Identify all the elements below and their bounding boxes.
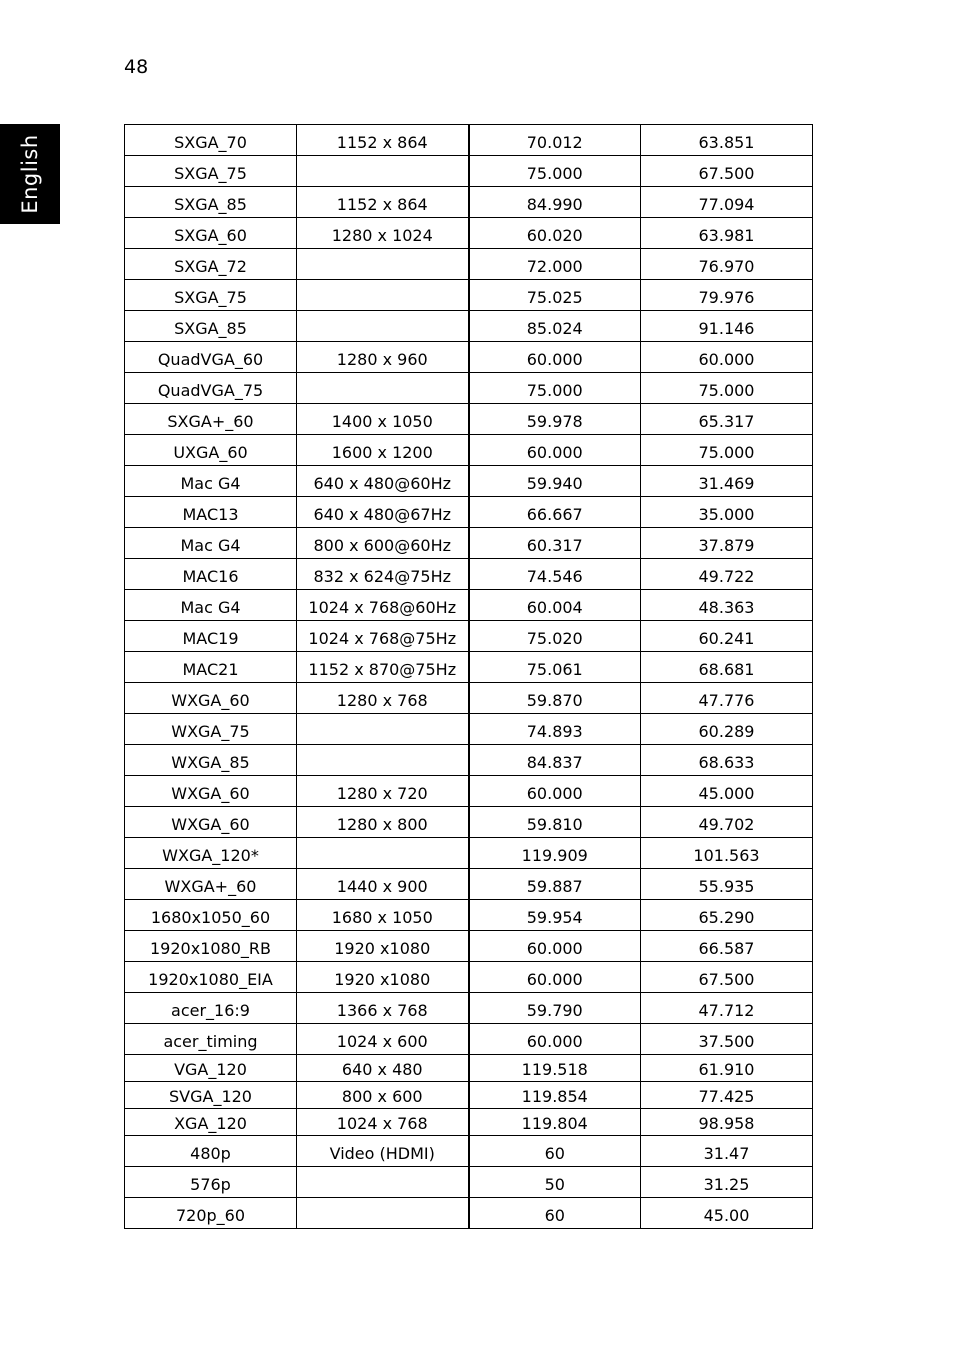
mode-cell: 576p bbox=[125, 1167, 297, 1198]
table-row bbox=[125, 466, 813, 497]
h-frequency-cell: 101.563 bbox=[641, 838, 813, 869]
table-row bbox=[125, 435, 813, 466]
h-frequency-cell: 65.290 bbox=[641, 900, 813, 931]
v-frequency-cell: 60.004 bbox=[469, 590, 641, 621]
table-row bbox=[125, 776, 813, 807]
mode-cell: SXGA_72 bbox=[125, 249, 297, 280]
h-frequency-cell: 48.363 bbox=[641, 590, 813, 621]
h-frequency-cell: 63.851 bbox=[641, 125, 813, 156]
h-frequency-cell: 91.146 bbox=[641, 311, 813, 342]
table-row bbox=[125, 683, 813, 714]
table-row bbox=[125, 373, 813, 404]
mode-cell: MAC19 bbox=[125, 621, 297, 652]
v-frequency-cell: 75.000 bbox=[469, 156, 641, 187]
v-frequency-cell: 84.990 bbox=[469, 187, 641, 218]
resolution-cell: 640 x 480@60Hz bbox=[297, 466, 469, 497]
resolution-cell: 1680 x 1050 bbox=[297, 900, 469, 931]
h-frequency-cell: 60.000 bbox=[641, 342, 813, 373]
table-row bbox=[125, 404, 813, 435]
h-frequency-cell: 66.587 bbox=[641, 931, 813, 962]
mode-cell: Mac G4 bbox=[125, 528, 297, 559]
mode-cell: Mac G4 bbox=[125, 466, 297, 497]
h-frequency-cell: 47.712 bbox=[641, 993, 813, 1024]
mode-cell: 1920x1080_RB bbox=[125, 931, 297, 962]
resolution-cell: 1280 x 720 bbox=[297, 776, 469, 807]
table-row bbox=[125, 125, 813, 156]
mode-cell: VGA_120 bbox=[125, 1055, 297, 1082]
table-row bbox=[125, 280, 813, 311]
resolution-cell: 1280 x 1024 bbox=[297, 218, 469, 249]
h-frequency-cell: 55.935 bbox=[641, 869, 813, 900]
table-row bbox=[125, 621, 813, 652]
v-frequency-cell: 60 bbox=[469, 1136, 641, 1167]
v-frequency-cell: 59.810 bbox=[469, 807, 641, 838]
table-row bbox=[125, 931, 813, 962]
v-frequency-cell: 75.000 bbox=[469, 373, 641, 404]
v-frequency-cell: 60.020 bbox=[469, 218, 641, 249]
table-row bbox=[125, 838, 813, 869]
mode-cell: SXGA_60 bbox=[125, 218, 297, 249]
resolution-cell: 1280 x 768 bbox=[297, 683, 469, 714]
mode-cell: SXGA_75 bbox=[125, 280, 297, 311]
table-row bbox=[125, 528, 813, 559]
resolution-cell bbox=[297, 249, 469, 280]
table-row bbox=[125, 1082, 813, 1109]
table-row bbox=[125, 249, 813, 280]
resolution-cell bbox=[297, 714, 469, 745]
v-frequency-cell: 60.317 bbox=[469, 528, 641, 559]
v-frequency-cell: 75.025 bbox=[469, 280, 641, 311]
resolution-cell: 1024 x 768 bbox=[297, 1109, 469, 1136]
v-frequency-cell: 60.000 bbox=[469, 931, 641, 962]
mode-cell: QuadVGA_75 bbox=[125, 373, 297, 404]
h-frequency-cell: 76.970 bbox=[641, 249, 813, 280]
mode-cell: SXGA_85 bbox=[125, 311, 297, 342]
v-frequency-cell: 72.000 bbox=[469, 249, 641, 280]
table-row bbox=[125, 156, 813, 187]
v-frequency-cell: 60.000 bbox=[469, 435, 641, 466]
h-frequency-cell: 77.094 bbox=[641, 187, 813, 218]
language-side-tab-label: English bbox=[18, 134, 42, 214]
mode-cell: WXGA_60 bbox=[125, 683, 297, 714]
v-frequency-cell: 75.020 bbox=[469, 621, 641, 652]
v-frequency-cell: 60.000 bbox=[469, 342, 641, 373]
mode-cell: MAC13 bbox=[125, 497, 297, 528]
resolution-cell: 1024 x 768@75Hz bbox=[297, 621, 469, 652]
v-frequency-cell: 74.893 bbox=[469, 714, 641, 745]
h-frequency-cell: 45.000 bbox=[641, 776, 813, 807]
table-row bbox=[125, 807, 813, 838]
h-frequency-cell: 75.000 bbox=[641, 435, 813, 466]
v-frequency-cell: 59.954 bbox=[469, 900, 641, 931]
mode-cell: 1920x1080_EIA bbox=[125, 962, 297, 993]
table-row bbox=[125, 652, 813, 683]
mode-cell: WXGA_75 bbox=[125, 714, 297, 745]
h-frequency-cell: 63.981 bbox=[641, 218, 813, 249]
v-frequency-cell: 75.061 bbox=[469, 652, 641, 683]
v-frequency-cell: 66.667 bbox=[469, 497, 641, 528]
resolution-cell: 1400 x 1050 bbox=[297, 404, 469, 435]
resolution-cell: 832 x 624@75Hz bbox=[297, 559, 469, 590]
mode-cell: 1680x1050_60 bbox=[125, 900, 297, 931]
resolution-cell bbox=[297, 1167, 469, 1198]
table-row bbox=[125, 590, 813, 621]
resolution-cell bbox=[297, 838, 469, 869]
h-frequency-cell: 47.776 bbox=[641, 683, 813, 714]
v-frequency-cell: 119.804 bbox=[469, 1109, 641, 1136]
h-frequency-cell: 79.976 bbox=[641, 280, 813, 311]
resolution-cell bbox=[297, 1198, 469, 1229]
mode-cell: WXGA_120* bbox=[125, 838, 297, 869]
resolution-cell: 800 x 600 bbox=[297, 1082, 469, 1109]
resolution-cell: 1152 x 864 bbox=[297, 187, 469, 218]
table-row bbox=[125, 869, 813, 900]
table-row bbox=[125, 311, 813, 342]
resolution-cell: 1280 x 960 bbox=[297, 342, 469, 373]
h-frequency-cell: 67.500 bbox=[641, 962, 813, 993]
resolution-cell: 1920 x1080 bbox=[297, 931, 469, 962]
v-frequency-cell: 59.887 bbox=[469, 869, 641, 900]
mode-cell: acer_timing bbox=[125, 1024, 297, 1055]
mode-cell: SXGA_70 bbox=[125, 125, 297, 156]
mode-cell: XGA_120 bbox=[125, 1109, 297, 1136]
timing-table-body bbox=[125, 125, 813, 1229]
v-frequency-cell: 119.518 bbox=[469, 1055, 641, 1082]
h-frequency-cell: 49.702 bbox=[641, 807, 813, 838]
table-row bbox=[125, 187, 813, 218]
h-frequency-cell: 68.633 bbox=[641, 745, 813, 776]
h-frequency-cell: 35.000 bbox=[641, 497, 813, 528]
table-row bbox=[125, 1055, 813, 1082]
v-frequency-cell: 59.790 bbox=[469, 993, 641, 1024]
display-timing-table bbox=[124, 124, 813, 1229]
h-frequency-cell: 37.500 bbox=[641, 1024, 813, 1055]
resolution-cell: Video (HDMI) bbox=[297, 1136, 469, 1167]
mode-cell: WXGA_60 bbox=[125, 807, 297, 838]
h-frequency-cell: 45.00 bbox=[641, 1198, 813, 1229]
table-row bbox=[125, 1024, 813, 1055]
h-frequency-cell: 60.289 bbox=[641, 714, 813, 745]
table-row bbox=[125, 745, 813, 776]
v-frequency-cell: 50 bbox=[469, 1167, 641, 1198]
v-frequency-cell: 60.000 bbox=[469, 962, 641, 993]
h-frequency-cell: 31.25 bbox=[641, 1167, 813, 1198]
mode-cell: UXGA_60 bbox=[125, 435, 297, 466]
v-frequency-cell: 85.024 bbox=[469, 311, 641, 342]
table-row bbox=[125, 900, 813, 931]
v-frequency-cell: 59.940 bbox=[469, 466, 641, 497]
mode-cell: 720p_60 bbox=[125, 1198, 297, 1229]
mode-cell: WXGA+_60 bbox=[125, 869, 297, 900]
resolution-cell: 1366 x 768 bbox=[297, 993, 469, 1024]
resolution-cell: 1600 x 1200 bbox=[297, 435, 469, 466]
table-row bbox=[125, 497, 813, 528]
resolution-cell: 1024 x 600 bbox=[297, 1024, 469, 1055]
mode-cell: SXGA_85 bbox=[125, 187, 297, 218]
resolution-cell: 1280 x 800 bbox=[297, 807, 469, 838]
resolution-cell: 1440 x 900 bbox=[297, 869, 469, 900]
table-row bbox=[125, 1109, 813, 1136]
mode-cell: SVGA_120 bbox=[125, 1082, 297, 1109]
table-row bbox=[125, 218, 813, 249]
resolution-cell: 1152 x 864 bbox=[297, 125, 469, 156]
h-frequency-cell: 65.317 bbox=[641, 404, 813, 435]
v-frequency-cell: 59.978 bbox=[469, 404, 641, 435]
v-frequency-cell: 60.000 bbox=[469, 776, 641, 807]
v-frequency-cell: 60 bbox=[469, 1198, 641, 1229]
resolution-cell: 800 x 600@60Hz bbox=[297, 528, 469, 559]
mode-cell: 480p bbox=[125, 1136, 297, 1167]
table-row bbox=[125, 559, 813, 590]
h-frequency-cell: 67.500 bbox=[641, 156, 813, 187]
h-frequency-cell: 75.000 bbox=[641, 373, 813, 404]
resolution-cell bbox=[297, 280, 469, 311]
table-row bbox=[125, 342, 813, 373]
h-frequency-cell: 31.47 bbox=[641, 1136, 813, 1167]
language-side-tab bbox=[0, 124, 60, 224]
h-frequency-cell: 37.879 bbox=[641, 528, 813, 559]
v-frequency-cell: 74.546 bbox=[469, 559, 641, 590]
mode-cell: MAC16 bbox=[125, 559, 297, 590]
v-frequency-cell: 70.012 bbox=[469, 125, 641, 156]
resolution-cell: 1920 x1080 bbox=[297, 962, 469, 993]
table-row bbox=[125, 1167, 813, 1198]
resolution-cell bbox=[297, 373, 469, 404]
h-frequency-cell: 77.425 bbox=[641, 1082, 813, 1109]
page-number: 48 bbox=[124, 56, 149, 78]
table-row bbox=[125, 962, 813, 993]
mode-cell: SXGA+_60 bbox=[125, 404, 297, 435]
mode-cell: SXGA_75 bbox=[125, 156, 297, 187]
h-frequency-cell: 60.241 bbox=[641, 621, 813, 652]
resolution-cell: 1024 x 768@60Hz bbox=[297, 590, 469, 621]
h-frequency-cell: 61.910 bbox=[641, 1055, 813, 1082]
v-frequency-cell: 119.854 bbox=[469, 1082, 641, 1109]
mode-cell: WXGA_85 bbox=[125, 745, 297, 776]
mode-cell: MAC21 bbox=[125, 652, 297, 683]
h-frequency-cell: 49.722 bbox=[641, 559, 813, 590]
mode-cell: acer_16:9 bbox=[125, 993, 297, 1024]
h-frequency-cell: 98.958 bbox=[641, 1109, 813, 1136]
resolution-cell: 640 x 480 bbox=[297, 1055, 469, 1082]
mode-cell: WXGA_60 bbox=[125, 776, 297, 807]
h-frequency-cell: 68.681 bbox=[641, 652, 813, 683]
v-frequency-cell: 119.909 bbox=[469, 838, 641, 869]
table-row bbox=[125, 993, 813, 1024]
table-row bbox=[125, 714, 813, 745]
resolution-cell: 1152 x 870@75Hz bbox=[297, 652, 469, 683]
v-frequency-cell: 60.000 bbox=[469, 1024, 641, 1055]
mode-cell: Mac G4 bbox=[125, 590, 297, 621]
table-row bbox=[125, 1136, 813, 1167]
resolution-cell: 640 x 480@67Hz bbox=[297, 497, 469, 528]
v-frequency-cell: 59.870 bbox=[469, 683, 641, 714]
resolution-cell bbox=[297, 745, 469, 776]
v-frequency-cell: 84.837 bbox=[469, 745, 641, 776]
table-row bbox=[125, 1198, 813, 1229]
resolution-cell bbox=[297, 156, 469, 187]
mode-cell: QuadVGA_60 bbox=[125, 342, 297, 373]
resolution-cell bbox=[297, 311, 469, 342]
h-frequency-cell: 31.469 bbox=[641, 466, 813, 497]
